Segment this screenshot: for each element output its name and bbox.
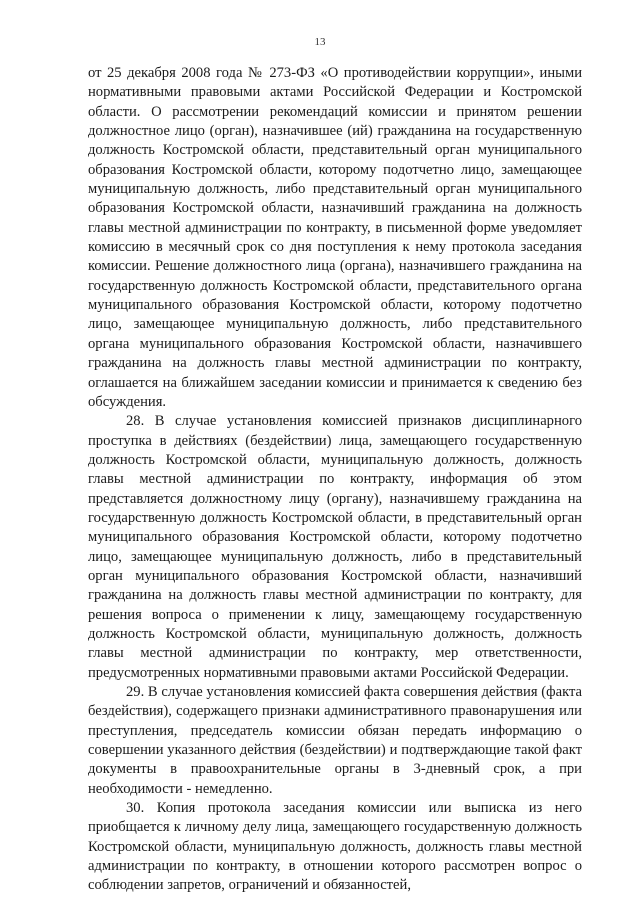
paragraph-29: 29. В случае установления комиссией факта совершения действия (факта бездействия), содержащего признаки административного правонарушения или преступления, председатель комиссии обязан передать информацию о совершении указанного действия (бездействии) и подтверждающие такой факт документы в правоохранительные органы в 3-дневный срок, а при необходимости - немедленно. <box>88 684 582 797</box>
document-body <box>88 64 582 896</box>
page-number: 13 <box>314 36 326 48</box>
paragraph-30: 30. Копия протокола заседания комиссии или выписка из него приобщается к личному делу лица, замещающего государственную должность Костромской области, муниципальную должность, должность главы местной администрации по контракту, в отношении которого рассмотрен вопрос о соблюдении запретов, ограничений и обязанностей, <box>88 800 582 894</box>
paragraph-28: 28. В случае установления комиссией признаков дисциплинарного проступка в действиях (бездействии) лица, замещающего государственную должность Костромской области, муниципальную должность, должность главы местной администрации по контракту, информация об этом представляется должностному лицу (органу), назначившему гражданина на государственную должность Костромской области, в представительный орган муниципального образования Костромской области, которому подотчетно лицо, замещающее муниципальную должность, либо в представительный орган муниципального образования Костромской области, назначивший гражданина на должность главы местной администрации по контракту, для решения вопроса о применении к лицу, замещающему государственную должность Костромской области, муниципальную должность, должность главы местной администрации по контракту, мер ответственности, предусмотренных нормативными правовыми актами Российской Федерации. <box>88 413 582 681</box>
paragraph-continuation: от 25 декабря 2008 года № 273-ФЗ «О противодействии коррупции», иными нормативными правовыми актами Российской Федерации и Костромской области. О рассмотрении рекомендаций комиссии и принятом решении должностное лицо (орган), назначившее (ий) гражданина на государственную должность Костромской области, представительный орган муниципального образования Костромской области, которому подотчетно лицо, замещающее муниципальную должность, либо представительный орган муниципального образования Костромской области, назначивший гражданина на должность главы местной администрации по контракту, в письменной форме уведомляет комиссию в месячный срок со дня поступления к нему протокола заседания комиссии. Решение должностного лица (органа), назначившего гражданина на государственную должность Костромской области, представительного органа муниципального образования Костромской области, которому подотчетно лицо, замещающее муниципальную должность, либо представительного органа муниципального образования Костромской области, назначившего гражданина на должность главы местной администрации по контракту, оглашается на ближайшем заседании комиссии и принимается к сведению без обсуждения. <box>88 65 582 410</box>
